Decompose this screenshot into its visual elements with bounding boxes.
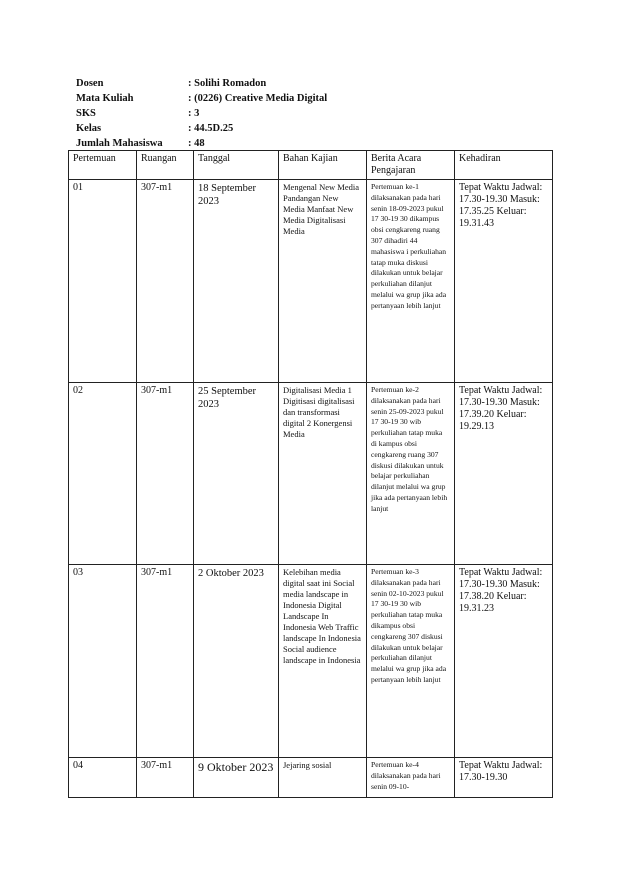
topic-cell: Jejaring sosial: [279, 758, 367, 798]
header-teaching-report: Berita Acara Pengajaran: [367, 151, 455, 180]
teaching-report-cell: Pertemuan ke-3 dilaksanakan pada hari senin 02-10-2023 pukul 17 30-19 30 wib perkuliahan tatap muka dikampus obsi cengkareng 307 diskusi dilakukan untuk belajar perkuliahan dilanjut melalui wa grup jika ada pertanyaan lebih lanjut: [367, 565, 455, 758]
info-value: : 48: [188, 138, 205, 149]
info-row-credits: [76, 106, 476, 121]
header-meeting: Pertemuan: [69, 151, 137, 180]
meeting-number: 04: [69, 758, 137, 798]
topic-cell: Digitalisasi Media 1 Digitisasi digitalisasi dan transformasi digital 2 Konergensi Media: [279, 383, 367, 565]
header-room: Ruangan: [137, 151, 194, 180]
info-value: : 3: [188, 108, 200, 119]
date-cell: 9 Oktober 2023: [194, 758, 279, 798]
topic-cell: Mengenal New Media Pandangan New Media Manfaat New Media Digitalisasi Media: [279, 180, 367, 383]
header-attendance: Kehadiran: [455, 151, 553, 180]
info-row-course: [76, 91, 476, 106]
header-topic: Bahan Kajian: [279, 151, 367, 180]
info-label: SKS: [76, 108, 96, 119]
meeting-number: 03: [69, 565, 137, 758]
info-value: : 44.5D.25: [188, 123, 234, 134]
date-cell: 18 September 2023: [194, 180, 279, 383]
teaching-report-cell: Pertemuan ke-2 dilaksanakan pada hari senin 25-09-2023 pukul 17 30-19 30 wib perkuliahan tatap muka di kampus obsi cengkareng ruang 307 diskusi dilakukan untuk belajar perkuliahan dilanjut melalui wa grup jika ada pertanyaan lebih lanjut: [367, 383, 455, 565]
info-row-students: [76, 136, 476, 151]
date-cell: 2 Oktober 2023: [194, 565, 279, 758]
room-cell: 307-m1: [137, 758, 194, 798]
attendance-cell: Tepat Waktu Jadwal: 17.30-19.30 Masuk: 17.39.20 Keluar: 19.29.13: [455, 383, 553, 565]
attendance-cell: Tepat Waktu Jadwal: 17.30-19.30 Masuk: 17.35.25 Keluar: 19.31.43: [455, 180, 553, 383]
teaching-report-cell: Pertemuan ke-4 dilaksanakan pada hari senin 09-10-: [367, 758, 455, 798]
info-label: Dosen: [76, 78, 104, 89]
header-date: Tanggal: [194, 151, 279, 180]
table-row: [69, 383, 553, 565]
topic-cell: Kelebihan media digital saat ini Social media landscape in Indonesia Digital Landscape In Indonesia Web Traffic landscape In Indonesia Social audience landscape in Indonesia: [279, 565, 367, 758]
info-label: Mata Kuliah: [76, 93, 134, 104]
date-cell: 25 September 2023: [194, 383, 279, 565]
table-row: [69, 758, 553, 798]
room-cell: 307-m1: [137, 180, 194, 383]
table-header-row: [69, 151, 553, 180]
room-cell: 307-m1: [137, 383, 194, 565]
info-label: Jumlah Mahasiswa: [76, 138, 163, 149]
table-row: [69, 565, 553, 758]
attendance-cell: Tepat Waktu Jadwal: 17.30-19.30 Masuk: 17.38.20 Keluar: 19.31.23: [455, 565, 553, 758]
info-row-class: [76, 121, 476, 136]
teaching-report-cell: Pertemuan ke-1 dilaksanakan pada hari senin 18-09-2023 pukul 17 30-19 30 dikampus obsi cengkareng ruang 307 dihadiri 44 mahasiswa i perkuliahan tatap muka diskusi dilakukan untuk belajar perkuliahan dilanjut melalui wa grup jika ada pertanyaan lebih lanjut: [367, 180, 455, 383]
course-info-block: [76, 76, 476, 151]
info-value: : Solihi Romadon: [188, 78, 267, 89]
attendance-cell: Tepat Waktu Jadwal: 17.30-19.30: [455, 758, 553, 798]
table-row: [69, 180, 553, 383]
info-value: : (0226) Creative Media Digital: [188, 93, 328, 104]
meeting-number: 01: [69, 180, 137, 383]
meeting-number: 02: [69, 383, 137, 565]
meeting-log-table: [68, 150, 553, 798]
info-label: Kelas: [76, 123, 102, 134]
room-cell: 307-m1: [137, 565, 194, 758]
info-row-lecturer: [76, 76, 476, 91]
